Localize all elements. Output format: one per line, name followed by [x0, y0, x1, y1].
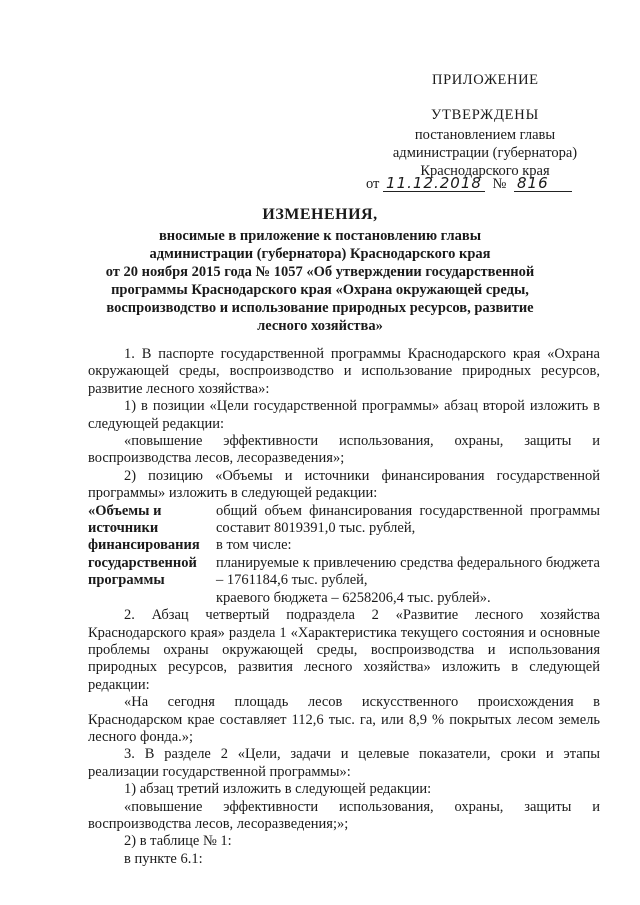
document-body [88, 346, 600, 868]
paragraph-3: 3. В разделе 2 «Цели, задачи и целевые показатели, сроки и этапы реализации государственной программы»: [88, 746, 600, 780]
paragraph-3-2-a: в пункте 6.1: [124, 850, 203, 867]
paragraph-2-quote: «На сегодня площадь лесов искусственного происхождения в Краснодарском крае составляет 112,6 тыс. га, или 8,9 % покрытых лесом земель лесного фонда.»; [88, 694, 600, 745]
passport-value [216, 503, 600, 607]
title-line-6: лесного хозяйства» [257, 318, 383, 334]
annex-label: ПРИЛОЖЕНИЕ [432, 72, 539, 88]
number-sign: № [492, 176, 507, 192]
approved-by-line-2: администрации (губернатора) [392, 145, 578, 161]
approved-label: УТВЕРЖДЕНЫ [430, 107, 540, 123]
passport-label-line: источники [88, 520, 159, 537]
title-line-3: от 20 ноября 2015 года № 1057 «Об утверждении государственной [105, 264, 535, 280]
paragraph-3-1: 1) абзац третий изложить в следующей редакции: [124, 781, 432, 798]
passport-label-line: финансирования [88, 537, 200, 554]
passport-label-line: программы [88, 572, 165, 589]
paragraph-2: 2. Абзац четвертый подраздела 2 «Развитие лесного хозяйства Краснодарского края» раздела 1 «Характеристика текущего состояния и основные проблемы охраны окружающей среды, воспроизводства и использования природных ресурсов, развития лесного хозяйства» изложить в следующей редакции: [88, 607, 600, 693]
handwritten-number: 816 [514, 175, 572, 192]
date-prefix: от [366, 176, 380, 192]
passport-value-federal: планируемые к привлечению средства федерального бюджета – 1761184,6 тыс. рублей, [216, 554, 600, 589]
passport-value-regional: краевого бюджета – 6258206,4 тыс. рублей». [216, 589, 491, 606]
passport-label-line: государственной [88, 554, 197, 571]
title-line-4: программы Краснодарского края «Охрана окружающей среды, [111, 282, 529, 298]
paragraph-3-1-quote: «повышение эффективности использования, охраны, защиты и воспроизводства лесов, лесоразведения;»; [88, 798, 600, 832]
document-title [90, 206, 550, 335]
passport-value-total: общий объем финансирования государственной программы составит 8019391,0 тыс. рублей, [216, 502, 600, 537]
paragraph-1-1-quote: «повышение эффективности использования, охраны, защиты и воспроизводства лесов, лесоразведения»; [88, 433, 600, 467]
approved-by-line-1: постановлением главы [414, 127, 556, 143]
approval-block [360, 106, 610, 180]
passport-label [88, 503, 216, 607]
title-line-1: вносимые в приложение к постановлению главы [158, 228, 482, 244]
title-line-5: воспроизводство и использование природных ресурсов, развитие [106, 300, 534, 316]
paragraph-1-1: 1) в позиции «Цели государственной программы» абзац второй изложить в следующей редакции: [88, 398, 600, 432]
paragraph-1-2: 2) позицию «Объемы и источники финансирования государственной программы» изложить в следующей редакции: [88, 467, 600, 502]
passport-financing-block [88, 503, 600, 607]
title-line-2: администрации (губернатора) Краснодарского края [149, 246, 491, 262]
passport-value-including: в том числе: [216, 537, 292, 554]
paragraph-3-2: 2) в таблице № 1: [124, 833, 232, 850]
handwritten-date: 11.12.2018 [383, 175, 485, 192]
approved-by-line-3: Краснодарского края [420, 163, 550, 179]
paragraph-1: 1. В паспорте государственной программы Краснодарского края «Охрана окружающей среды, воспроизводство и использование природных ресурсов, развитие лесного хозяйства»: [88, 346, 600, 397]
passport-label-line: «Объемы и [88, 502, 162, 519]
title-main: ИЗМЕНЕНИЯ, [262, 206, 378, 223]
date-number-line [366, 175, 572, 193]
